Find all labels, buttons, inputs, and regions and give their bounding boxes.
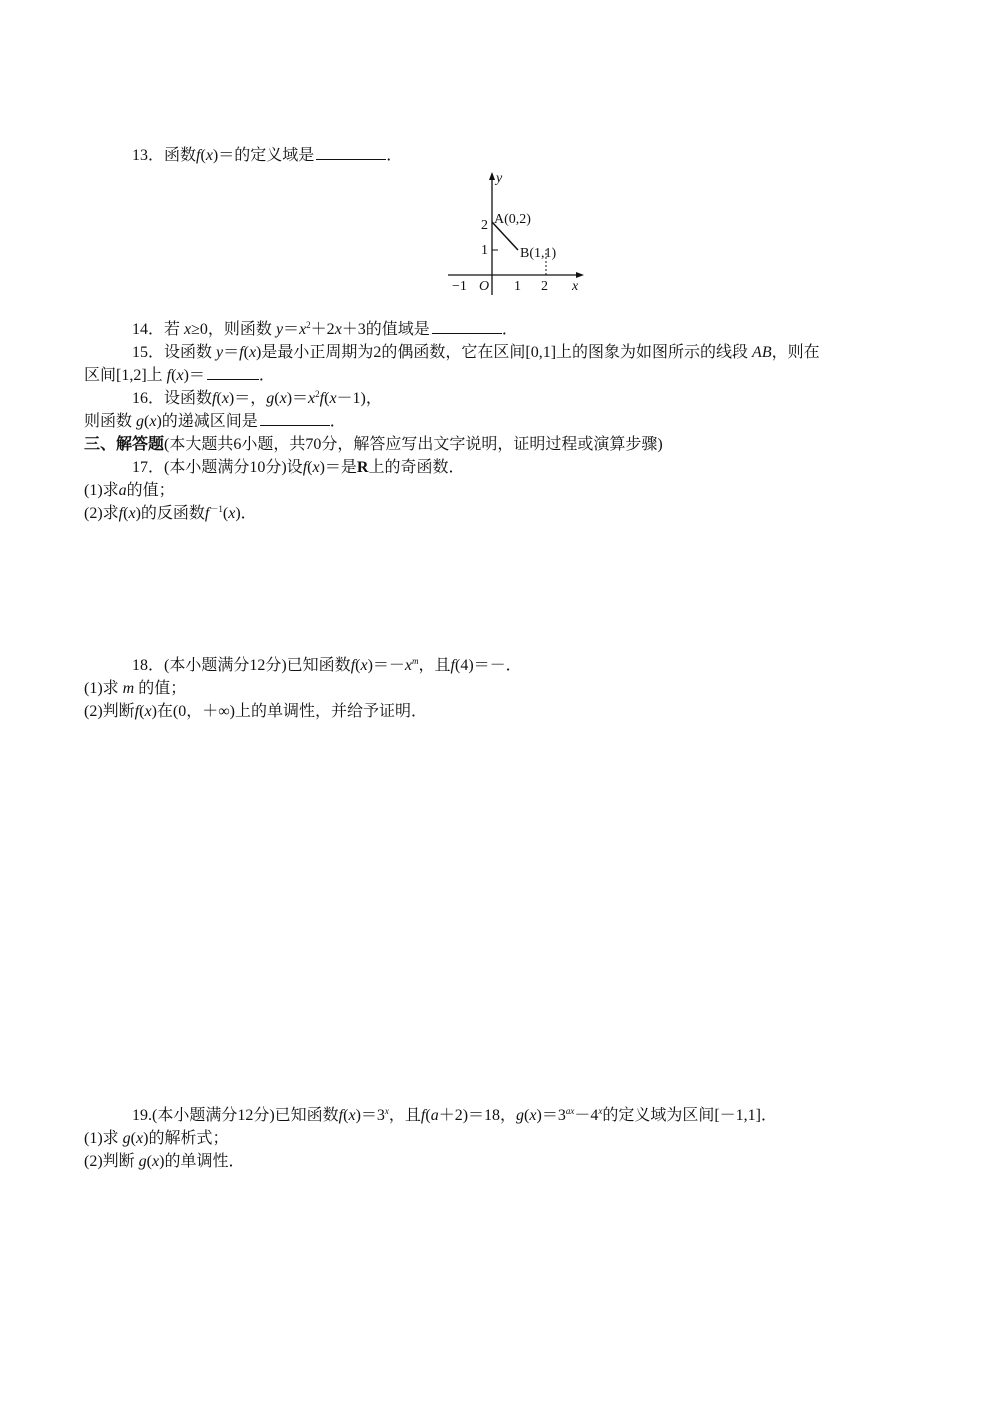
question-16-line2: 则函数 g(x)的递减区间是 ． [84, 413, 346, 430]
section-title: 三、解答题 [84, 436, 165, 453]
math-var: a [430, 1107, 439, 1124]
y-axis-arrow [489, 172, 495, 180]
q15-text: 是最小正周期为2的偶函数，它在区间[0,1]上的图象为如图所示的线段 [261, 344, 749, 361]
math-op: ＝3 [360, 1107, 385, 1124]
math-var: x [176, 367, 184, 384]
q13-text: 函数 [164, 147, 197, 164]
origin-label: O [479, 279, 490, 294]
exponent: －1 [209, 504, 223, 514]
q16-text: －1)， [336, 390, 382, 407]
q19-text: 的单调性． [164, 1153, 245, 1170]
question-15-line2: 区间[1,2]上 f(x)＝ ． [84, 367, 275, 384]
question-number: 19. [132, 1107, 152, 1124]
exponent: m [412, 656, 419, 666]
q13-end: ． [386, 147, 403, 164]
math-var: x [312, 459, 320, 476]
math-var: x [308, 390, 316, 407]
q16-text: 的递减区间是 [161, 413, 258, 430]
question-number: 15． [132, 344, 165, 361]
math-var: x [529, 1107, 537, 1124]
q19-text: 的解析式； [148, 1130, 229, 1147]
question-18-part1 [84, 678, 186, 700]
math-var: f [196, 147, 201, 164]
math-var: x [152, 1153, 160, 1170]
question-number: 16． [132, 390, 165, 407]
q18-text: (4)＝－． [455, 657, 522, 674]
question-15: 15．设函数 y＝f(x)是最小正周期为2的偶函数，它在区间[0,1]上的图象为如图所示的线段 AB，则在 [132, 344, 820, 361]
q14-text: 若 [164, 321, 181, 338]
q14-text: ＋3的值域是 [341, 321, 430, 338]
q18-text: 的值； [138, 680, 187, 697]
math-set-r: R [356, 459, 369, 476]
q14-text: ≥0，则函数 [191, 321, 272, 338]
math-var: f [319, 390, 325, 407]
q19-text: ，且 [388, 1107, 421, 1124]
question-number: 13． [132, 147, 165, 164]
math-op: ＝ [223, 344, 240, 361]
math-op: ＝－ [372, 657, 405, 674]
math-var: g [136, 413, 145, 430]
question-number: 17． [132, 459, 165, 476]
math-var: x [348, 1107, 356, 1124]
question-13: 13．函数f(x)＝的定义域是 ． [132, 147, 403, 164]
math-var: x [144, 703, 152, 720]
question-number: 18． [132, 657, 165, 674]
math-var: x [184, 321, 192, 338]
q13-text: ＝的定义域是 [218, 147, 315, 164]
math-var: g [516, 1107, 525, 1124]
math-var: y [275, 321, 284, 338]
q19-text: 的定义域为区间[－1,1]． [602, 1107, 778, 1124]
math-op: ＋2 [310, 321, 335, 338]
math-var: f [350, 657, 356, 674]
math-var: x [228, 505, 236, 522]
math-var: f [239, 344, 244, 361]
tick-label-y2: 2 [481, 218, 488, 233]
question-14 [132, 319, 518, 341]
math-var: f [166, 367, 172, 384]
math-op: －4 [574, 1107, 599, 1124]
tick-label-y1: 1 [481, 243, 488, 258]
exponent: 2 [306, 320, 311, 330]
math-var: x [360, 657, 368, 674]
answer-blank [316, 145, 386, 160]
question-17-part2: (2)求f(x)的反函数$f^{-1}(x)$． [84, 504, 257, 522]
question-number: 14． [132, 321, 165, 338]
q19-text: (1)求 [84, 1130, 119, 1147]
tick-label-x1: 1 [514, 279, 521, 294]
point-a-label: A(0,2) [494, 212, 531, 227]
question-17-part1 [84, 480, 175, 502]
math-op: ＝ [292, 390, 309, 407]
math-var: x [334, 321, 342, 338]
math-var: x [136, 1130, 144, 1147]
q17-text: (2)求 [84, 505, 119, 522]
math-var: g [122, 1130, 131, 1147]
question-17: 17．(本小题满分10分)设f(x)＝是R上的奇函数． [132, 459, 465, 476]
math-op: ＝3 [541, 1107, 566, 1124]
q17-text: 的反函数 [140, 505, 205, 522]
math-var: y [216, 344, 224, 361]
q14-end: ． [501, 321, 518, 338]
point-b-label: B(1,1) [520, 246, 557, 261]
q16-text: ＝， [234, 390, 267, 407]
math-op: ＝ [283, 321, 300, 338]
math-var: x [248, 344, 257, 361]
math-var: g [266, 390, 275, 407]
question-19: 19.(本小题满分12分)已知函数$f(x)=3^x$，且f(a＋2)＝18，$g(x)=3^{ax}-4^x$的定义域为区间[－1,1]． [132, 1106, 778, 1124]
exponent: ax [565, 1106, 575, 1116]
question-19-part1: (1)求 g(x)的解析式； [84, 1130, 229, 1147]
x-axis-label: x [572, 279, 579, 294]
coordinate-figure [448, 170, 584, 295]
q18-text: (2)判断 [84, 703, 135, 720]
math-var: x [221, 390, 229, 407]
math-var: x [149, 413, 157, 430]
math-var: f [204, 505, 210, 522]
q19-text: (本小题满分12分)已知函数 [152, 1107, 339, 1124]
q15-text: ，则在 [771, 344, 820, 361]
math-var: x [404, 657, 413, 674]
math-var: x [299, 321, 307, 338]
question-18: 18．(本小题满分12分)已知函数$f(x)=-x^m$，且f(4)＝－． [132, 656, 522, 674]
math-var: m [122, 680, 135, 697]
math-var: x [329, 390, 337, 407]
answer-blank [260, 411, 330, 426]
math-var: x [128, 505, 136, 522]
question-16: 16．设函数f(x)＝，$g(x)=x^2f(x-1)$， [132, 389, 382, 407]
q17-text: 的值； [126, 482, 175, 499]
math-var: AB [752, 344, 772, 361]
math-var: f [450, 657, 455, 674]
math-var: g [138, 1153, 147, 1170]
x-axis-arrow [576, 272, 584, 278]
section-3-heading [84, 434, 663, 456]
q17-text: 上的奇函数． [368, 459, 465, 476]
q19-text: (2)判断 [84, 1153, 135, 1170]
question-18-part2: (2)判断f(x)在(0，＋∞)上的单调性，并给予证明． [84, 703, 427, 720]
question-19-part2: (2)判断 g(x)的单调性． [84, 1153, 245, 1170]
math-var: x [279, 390, 287, 407]
q18-text: 在(0，＋∞)上的单调性，并给予证明． [156, 703, 427, 720]
q15-text: 设函数 [164, 344, 213, 361]
math-var: f [212, 390, 217, 407]
answer-blank [432, 319, 502, 334]
q17-text: ＝是 [324, 459, 357, 476]
q16-text: 则函数 [84, 413, 133, 430]
q15-text: 区间[1,2]上 [84, 367, 163, 384]
q19-text: ＋2)＝18， [438, 1107, 517, 1124]
math-var: f [420, 1107, 426, 1124]
q18-text: (本小题满分12分)已知函数 [164, 657, 351, 674]
q17-text: (本小题满分10分)设 [164, 459, 303, 476]
exponent: x [598, 1106, 603, 1116]
tick-label-xm1: −1 [452, 279, 467, 294]
math-op: ＝ [188, 367, 205, 384]
exponent: 2 [315, 389, 320, 399]
math-var: f [302, 459, 308, 476]
q17-text: (1)求 [84, 482, 119, 499]
tick-label-x2: 2 [541, 279, 548, 294]
math-var: f [118, 505, 124, 522]
q18-text: (1)求 [84, 680, 119, 697]
q18-text: ，且 [418, 657, 451, 674]
y-axis-label: y [496, 171, 503, 186]
answer-blank [207, 365, 259, 380]
section-description: (本大题共6小题，共70分，解答应写出文字说明，证明过程或演算步骤) [164, 436, 663, 453]
math-var: a [118, 482, 127, 499]
q17-text: ． [240, 505, 257, 522]
math-var: f [338, 1107, 344, 1124]
q16-text: 设函数 [164, 390, 213, 407]
q16-end: ． [329, 413, 346, 430]
math-var: f [134, 703, 140, 720]
q15-end: ． [258, 367, 275, 384]
exponent: x [384, 1106, 389, 1116]
math-var: x [205, 147, 213, 164]
